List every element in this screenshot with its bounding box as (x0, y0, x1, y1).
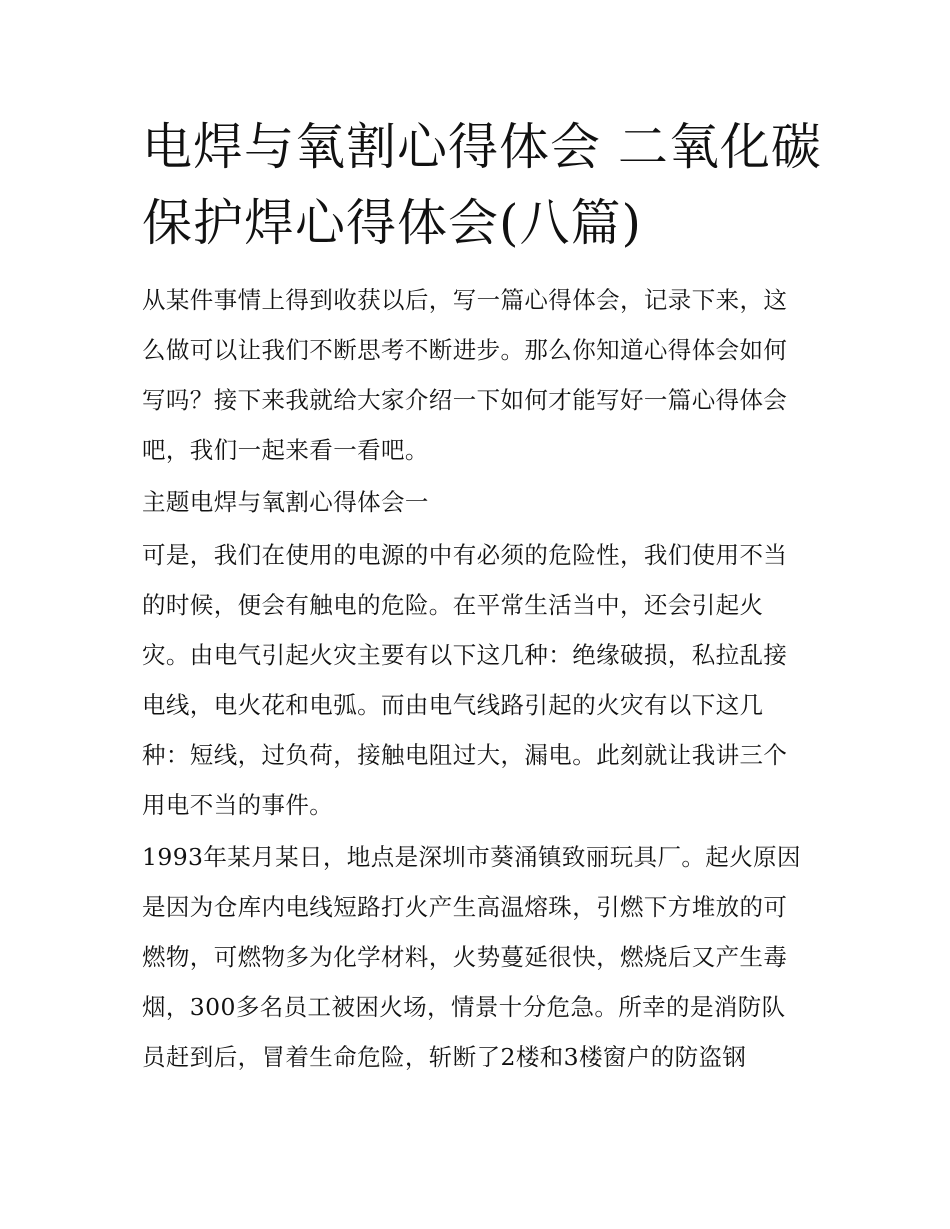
paragraph-line: 电线，电火花和电弧。而由电气线路引起的火灾有以下这几 (142, 691, 764, 719)
paragraph-line: 的时候，便会有触电的危险。在平常生活当中，还会引起火 (142, 591, 764, 619)
paragraph-line: 写吗？接下来我就给大家介绍一下如何才能写好一篇心得体会 (142, 386, 788, 414)
paragraph-line: 员赶到后，冒着生命危险，斩断了2楼和3楼窗户的防盗钢 (142, 1043, 747, 1071)
document-title-line-2: 保护焊心得体会(八篇) (142, 194, 643, 252)
paragraph-line: 是因为仓库内电线短路打火产生高温熔珠，引燃下方堆放的可 (142, 893, 788, 921)
section-heading: 主题电焊与氧割心得体会一 (142, 488, 429, 516)
paragraph-line: 用电不当的事件。 (142, 791, 334, 819)
paragraph-line: 1993年某月某日，地点是深圳市葵涌镇致丽玩具厂。起火原因 (142, 843, 801, 871)
document-title-line-1: 电焊与氧割心得体会 二氧化碳 (142, 118, 822, 176)
paragraph-line: 吧，我们一起来看一看吧。 (142, 436, 429, 464)
paragraph-line: 可是，我们在使用的电源的中有必须的危险性，我们使用不当 (142, 541, 788, 569)
paragraph-line: 燃物，可燃物多为化学材料，火势蔓延很快，燃烧后又产生毒 (142, 943, 788, 971)
paragraph-line: 从某件事情上得到收获以后，写一篇心得体会，记录下来，这 (142, 286, 788, 314)
paragraph-line: 么做可以让我们不断思考不断进步。那么你知道心得体会如何 (142, 336, 788, 364)
paragraph-line: 烟，300多名员工被困火场，情景十分危急。所幸的是消防队 (142, 993, 786, 1021)
paragraph-line: 种：短线，过负荷，接触电阻过大，漏电。此刻就让我讲三个 (142, 741, 788, 769)
paragraph-line: 灾。由电气引起火灾主要有以下这几种：绝缘破损，私拉乱接 (142, 641, 788, 669)
